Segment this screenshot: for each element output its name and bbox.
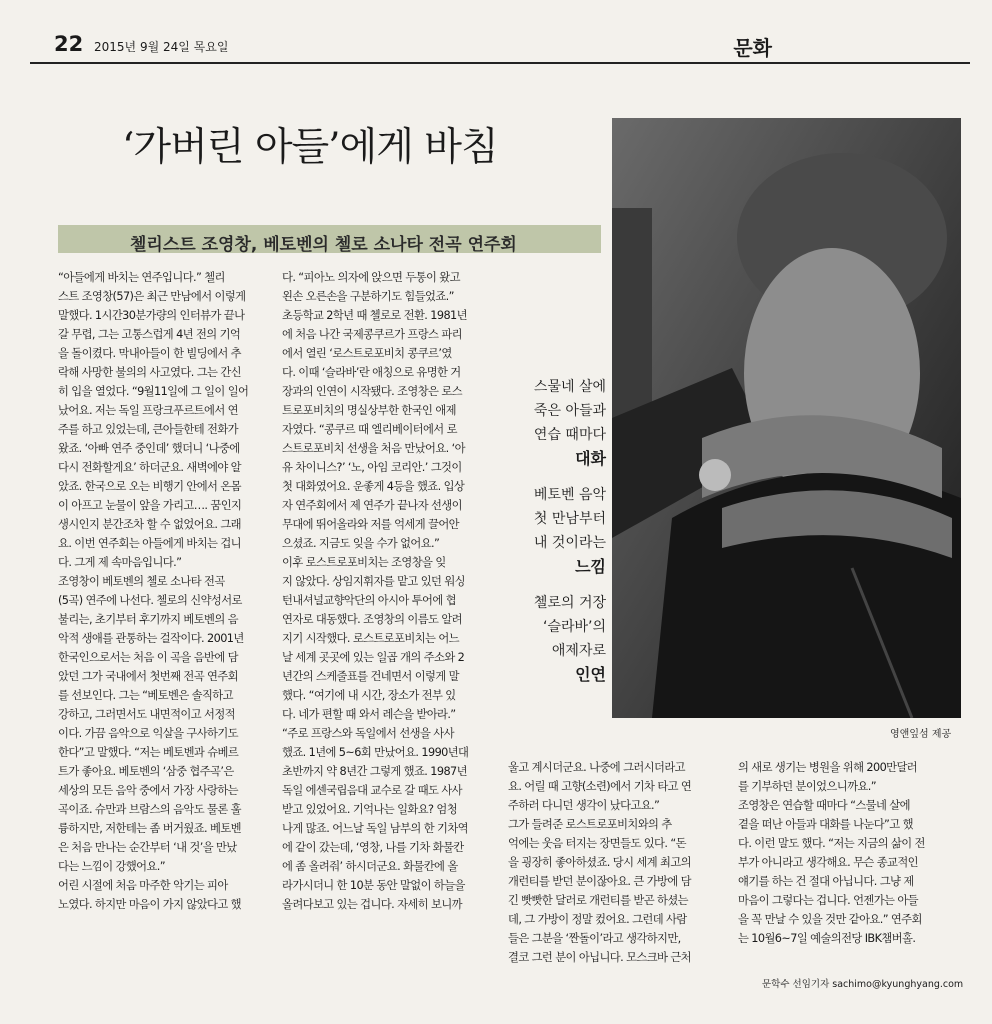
headline: ‘가버린 아들’에게 바침	[122, 125, 498, 170]
article-line: 다는 느낌이 강했어요.”	[58, 860, 166, 873]
article-line: 그가 들려준 로스트로포비치와의 추	[508, 818, 672, 831]
page-number: 22	[54, 32, 84, 56]
article-line: 조영창은 연습할 때마다 “스물네 살에	[738, 799, 910, 812]
article-line: 트로포비치의 명실상부한 한국인 애제	[282, 404, 456, 417]
article-line: “주로 프랑스와 독일에서 선생을 사사	[282, 727, 454, 740]
article-line: 자였다. “콩쿠르 때 엘리베이터에서 로	[282, 423, 457, 436]
article-line: 았던 그가 국내에서 첫번째 전곡 연주회	[58, 670, 238, 683]
article-line: 에 같이 갔는데, ‘영창, 나를 기차 화물칸	[282, 841, 464, 854]
article-line: 으셨죠. 지금도 잊을 수가 없어요.”	[282, 537, 440, 550]
article-line: 마음이 그렇다는 겁니다. 언젠가는 아들	[738, 894, 918, 907]
section-title: 문화	[733, 36, 772, 60]
pull-quote-line: 첼로의 거장	[533, 595, 606, 611]
article-line: 에서 열린 ‘로스트로포비치 콩쿠르’였	[282, 347, 452, 360]
article-line: 곡이죠. 슈만과 브람스의 음악도 물론 훌	[58, 803, 241, 816]
pull-quote-line: 대화	[575, 449, 606, 468]
pull-quote-line: 연습 때마다	[533, 427, 606, 443]
pull-quote-line: 죽은 아들과	[533, 403, 606, 419]
article-line: 다. “피아노 의자에 앉으면 두통이 왔고	[282, 271, 460, 284]
article-line: 생시인지 분간조차 할 수 없었어요. 그래	[58, 518, 241, 531]
article-line: 에 좀 올려줘’ 하시더군요. 화물칸에 올	[282, 860, 458, 873]
pull-quote-line: 애제자로	[551, 643, 606, 659]
article-line: 세상의 모든 음악 중에서 가장 사랑하는	[58, 784, 238, 797]
pull-quote-line: 베토벤 음악	[533, 487, 606, 503]
article-line: 무대에 뛰어올라와 저를 억세게 끌어안	[282, 518, 459, 531]
article-line: 울고 계시더군요. 나중에 그러시더라고	[508, 761, 685, 774]
article-line: 유 차이니스?’ ‘노, 아임 코리안.’ 그것이	[282, 461, 462, 474]
pull-quote-line: 스물네 살에	[533, 379, 606, 395]
article-line: 이다. 가끔 음악으로 익살을 구사하기도	[58, 727, 238, 740]
article-line: 년간의 스케줄표를 건네면서 이렇게 말	[282, 670, 459, 683]
pull-quote-line: 인연	[575, 665, 606, 684]
page-header	[30, 30, 970, 64]
article-line: 얘기를 하는 건 절대 아닙니다. 그냥 제	[738, 875, 914, 888]
article-line: 장과의 인연이 시작됐다. 조영창은 로스	[282, 385, 462, 398]
pull-quote-line: 느낌	[575, 557, 606, 576]
article-line: 노였다. 하지만 마음이 가지 않았다고 했	[58, 898, 241, 911]
article-line: 이후 로스트로포비치는 조영창을 잊	[282, 556, 446, 569]
article-line: 다시 전화할게요’ 하더군요. 새벽에야 알	[58, 461, 241, 474]
article-line: 요. 어릴 때 고향(소련)에서 기차 타고 연	[508, 780, 692, 793]
article-line: 를 선보인다. 그는 “베토벤은 솔직하고	[58, 689, 233, 702]
article-line: 륭하지만, 저한테는 좀 버거웠죠. 베토벤	[58, 822, 241, 835]
article-line: 들은 그분을 ‘짠돌이’라고 생각하지만,	[508, 932, 681, 945]
article-line: 연자로 대동했다. 조영창의 이름도 알려	[282, 613, 462, 626]
article-line: “아들에게 바치는 연주입니다.” 첼리	[58, 271, 225, 284]
article-line: 초반까지 약 8년간 그렇게 했죠. 1987년	[282, 765, 467, 778]
article-line: 을 굉장히 좋아하셨죠. 당시 세계 최고의	[508, 856, 691, 869]
article-line: 트가 좋아요. 베토벤의 ‘삼중 협주곡’은	[58, 765, 234, 778]
article-column-4	[738, 758, 960, 948]
article-line: (5곡) 연주에 나선다. 첼로의 신약성서로	[58, 594, 242, 607]
article-line: 이 아프고 눈물이 앞을 가리고…. 꿈인지	[58, 499, 242, 512]
article-line: 을 돌이켰다. 막내아들이 한 빌딩에서 추	[58, 347, 241, 360]
article-line: 에 처음 나간 국제콩쿠르가 프랑스 파리	[282, 328, 462, 341]
subheadline: 첼리스트 조영창, 베토벤의 첼로 소나타 전곡 연주회	[130, 235, 517, 255]
article-line: 자 연주회에서 제 연주가 끝나자 선생이	[282, 499, 462, 512]
article-line: 곁을 떠난 아들과 대화를 나눈다”고 했	[738, 818, 913, 831]
pull-quote-line: 첫 만남부터	[533, 511, 606, 527]
article-line: 나게 많죠. 어느날 독일 남부의 한 기차역	[282, 822, 468, 835]
article-line: 주를 하고 있었는데, 큰아들한테 전화가	[58, 423, 238, 436]
article-line: 부가 아니라고 생각해요. 무슨 종교적인	[738, 856, 918, 869]
article-line: 날 세계 곳곳에 있는 일곱 개의 주소와 2	[282, 651, 465, 664]
article-line: 스트로포비치 선생을 처음 만났어요. ‘아	[282, 442, 465, 455]
article-line: 지 않았다. 상임지휘자를 맡고 있던 워싱	[282, 575, 465, 588]
article-line: 첫 대화였어요. 운좋게 4등을 했죠. 입상	[282, 480, 465, 493]
article-line: 를 기부하던 분이었으니까요.”	[738, 780, 876, 793]
article-line: 초등학교 2학년 때 첼로로 전환. 1981년	[282, 309, 467, 322]
article-line: 한다”고 말했다. “저는 베토벤과 슈베르	[58, 746, 239, 759]
article-column-1	[58, 268, 268, 914]
article-column-2	[282, 268, 492, 914]
article-line: 갈 무렵, 그는 고통스럽게 4년 전의 기억	[58, 328, 241, 341]
article-line: 억에는 웃음 터지는 장면들도 있다. “돈	[508, 837, 686, 850]
article-line: 조영창이 베토벤의 첼로 소나타 전곡	[58, 575, 225, 588]
article-line: 불리는, 초기부터 후기까지 베토벤의 음	[58, 613, 238, 626]
article-line: 받고 있었어요. 기억나는 일화요? 엄청	[282, 803, 458, 816]
pull-quote-line: ‘슬라바’의	[543, 619, 606, 635]
issue-date: 2015년 9월 24일 목요일	[94, 40, 229, 54]
article-line: 히 입을 열었다. “9월11일에 그 일이 일어	[58, 385, 249, 398]
article-line: 주하러 다니던 생각이 났다고요.”	[508, 799, 660, 812]
pull-quote	[498, 375, 606, 687]
article-line: 은 처음 만나는 순간부터 ‘내 것’을 만났	[58, 841, 237, 854]
article-line: 났어요. 저는 독일 프랑크푸르트에서 연	[58, 404, 238, 417]
article-line: 데, 그 가방이 정말 컸어요. 그런데 사람	[508, 913, 687, 926]
article-line: 했죠. 1년에 5~6회 만났어요. 1990년대	[282, 746, 469, 759]
article-line: 았죠. 한국으로 오는 비행기 안에서 온몸	[58, 480, 241, 493]
byline: 문학수 선임기자 sachimo@kyunghyang.com	[762, 979, 964, 990]
article-line: 결코 그런 분이 아닙니다. 모스크바 근처	[508, 951, 691, 964]
article-line: 다. 그게 제 속마음입니다.”	[58, 556, 182, 569]
article-line: 지기 시작했다. 로스트로포비치는 어느	[282, 632, 459, 645]
article-line: 요. 이번 연주회는 아들에게 바치는 겁니	[58, 537, 241, 550]
portrait-photo	[612, 118, 961, 718]
article-line: 긴 빳빳한 달러로 개런티를 받곤 하셨는	[508, 894, 688, 907]
article-line: 다. 이런 말도 했다. “저는 지금의 삶이 전	[738, 837, 925, 850]
article-line: 개런티를 받던 분이잖아요. 큰 가방에 담	[508, 875, 691, 888]
article-line: 한국인으로서는 처음 이 곡을 음반에 담	[58, 651, 238, 664]
article-line: 락해 사망한 불의의 사고였다. 그는 간신	[58, 366, 241, 379]
article-line: 는 10월6~7일 예술의전당 IBK챔버홀.	[738, 932, 916, 945]
photo-credit: 영앤잎섬 제공	[890, 729, 952, 740]
article-line: 악적 생애를 관통하는 걸작이다. 2001년	[58, 632, 244, 645]
article-line: 왼손 오른손을 구분하기도 힘들었죠.”	[282, 290, 454, 303]
article-line: 말했다. 1시간30분가량의 인터뷰가 끝나	[58, 309, 245, 322]
article-line: 의 새로 생기는 병원을 위해 200만달러	[738, 761, 918, 774]
article-line: 라가시더니 한 10분 동안 말없이 하늘을	[282, 879, 465, 892]
article-line: 을 꼭 만날 수 있을 것만 같아요.” 연주회	[738, 913, 922, 926]
article-line: 왔죠. ‘아빠 연주 중인데’ 했더니 ‘나중에	[58, 442, 240, 455]
article-line: 올려다보고 있는 겁니다. 자세히 보니까	[282, 898, 462, 911]
article-column-3	[508, 758, 722, 967]
pull-quote-line: 내 것이라는	[533, 535, 606, 551]
article-line: 스트 조영창(57)은 최근 만남에서 이렇게	[58, 290, 246, 303]
article-line: 했다. “여기에 내 시간, 장소가 전부 있	[282, 689, 456, 702]
pull-quote-gap	[498, 579, 606, 591]
article-line: 다. 이때 ‘슬라바’란 애칭으로 유명한 거	[282, 366, 461, 379]
article-line: 독일 에센국립음대 교수로 갈 때도 사사	[282, 784, 462, 797]
article-line: 어린 시절에 처음 마주한 악기는 피아	[58, 879, 228, 892]
pull-quote-gap	[498, 471, 606, 483]
article-line: 강하고, 그러면서도 내면적이고 서정적	[58, 708, 235, 721]
article-line: 다. 네가 편할 때 와서 레슨을 받아라.”	[282, 708, 456, 721]
article-line: 턴내셔널교향악단의 아시아 투어에 협	[282, 594, 456, 607]
